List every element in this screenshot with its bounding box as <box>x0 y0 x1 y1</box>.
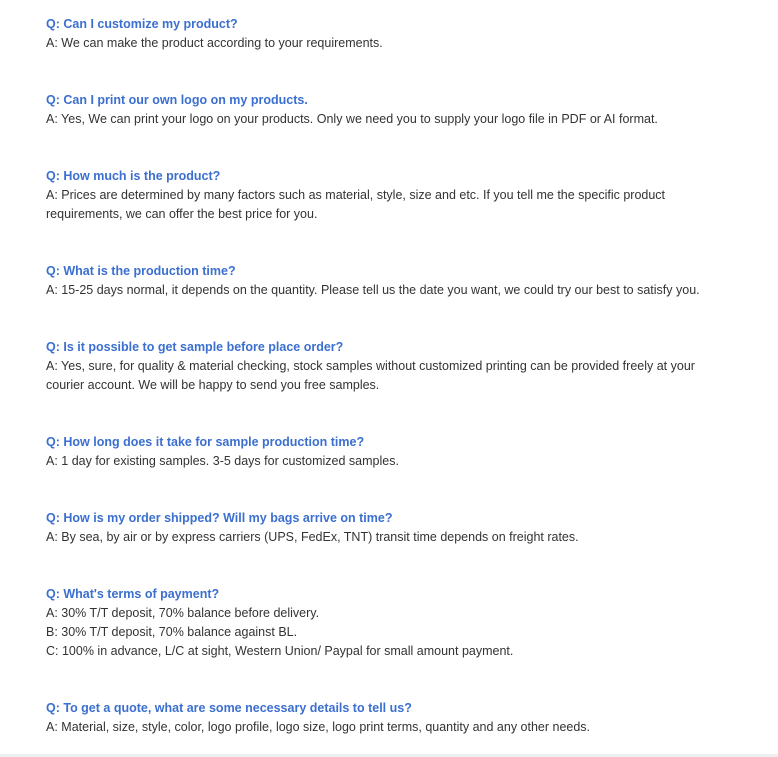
faq-question: Q: How long does it take for sample production time? <box>46 435 365 449</box>
faq-item-logo <box>46 91 736 129</box>
faq-question: Q: How much is the product? <box>46 169 221 183</box>
faq-answer: B: 30% T/T deposit, 70% balance against BL. <box>46 625 298 639</box>
faq-answer: C: 100% in advance, L/C at sight, Western Union/ Paypal for small amount payment. <box>46 644 514 658</box>
faq-answer: A: Prices are determined by many factors such as material, style, size and etc. If you tell me the specific product requirements, we can offer the best price for you. <box>46 188 666 221</box>
faq-answer: A: Material, size, style, color, logo profile, logo size, logo print terms, quantity and any other needs. <box>46 720 591 734</box>
faq-question: Q: Can I print our own logo on my products. <box>46 93 308 107</box>
faq-question: Q: How is my order shipped? Will my bags arrive on time? <box>46 511 393 525</box>
faq-question: Q: Is it possible to get sample before place order? <box>46 340 344 354</box>
faq-answer: A: 15-25 days normal, it depends on the quantity. Please tell us the date you want, we could try our best to satisfy you. <box>46 283 700 297</box>
faq-list <box>46 15 736 737</box>
faq-item-shipping <box>46 509 736 547</box>
faq-answer: A: Yes, We can print your logo on your products. Only we need you to supply your logo file in PDF or AI format. <box>46 112 658 126</box>
faq-question: Q: What is the production time? <box>46 264 236 278</box>
faq-question: Q: Can I customize my product? <box>46 17 238 31</box>
faq-item-production-time <box>46 262 736 300</box>
faq-answer: A: Yes, sure, for quality & material checking, stock samples without customized printing can be provided freely at your courier account. We will be happy to send you free samples. <box>46 359 695 392</box>
faq-item-sample <box>46 338 736 395</box>
faq-answer: A: By sea, by air or by express carriers (UPS, FedEx, TNT) transit time depends on freight rates. <box>46 530 579 544</box>
faq-item-price <box>46 167 736 224</box>
faq-item-quote <box>46 699 736 737</box>
faq-item-sample-time <box>46 433 736 471</box>
faq-item-payment <box>46 585 736 661</box>
faq-answer: A: 1 day for existing samples. 3-5 days for customized samples. <box>46 454 399 468</box>
faq-answer: A: 30% T/T deposit, 70% balance before delivery. <box>46 606 320 620</box>
faq-item-customize <box>46 15 736 53</box>
faq-question: Q: What's terms of payment? <box>46 587 220 601</box>
faq-question: Q: To get a quote, what are some necessary details to tell us? <box>46 701 412 715</box>
faq-answer: A: We can make the product according to your requirements. <box>46 36 383 50</box>
